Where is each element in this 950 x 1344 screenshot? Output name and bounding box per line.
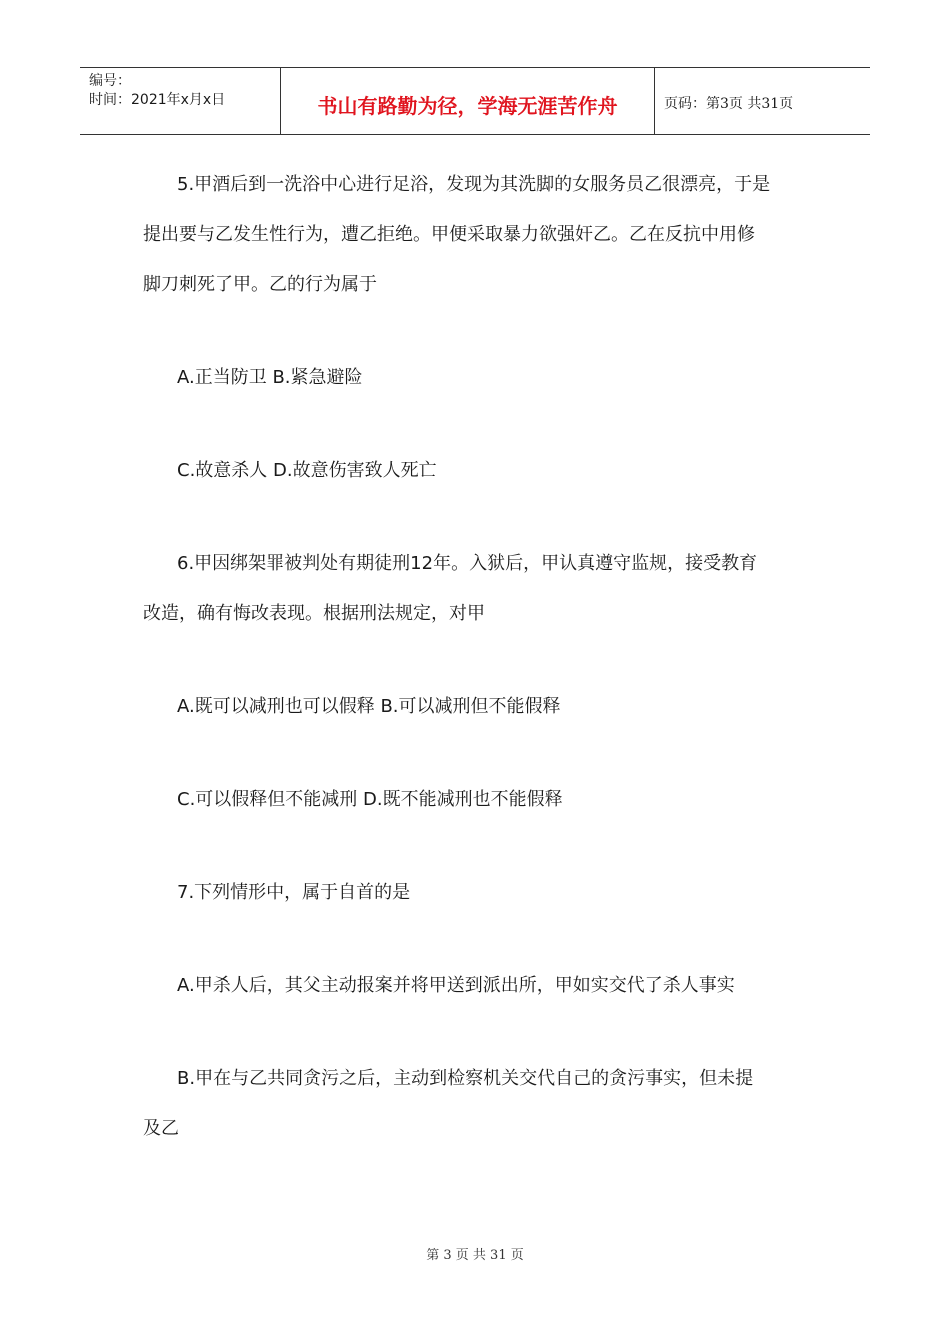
question-6-options-ab: A.既可以减刑也可以假释 B.可以减刑但不能假释 [177, 696, 561, 717]
question-7-option-a: A.甲杀人后，其父主动报案并将甲送到派出所，甲如实交代了杀人事实 [177, 975, 735, 996]
question-7-stem: 7.下列情形中，属于自首的是 [177, 882, 411, 903]
header-motto: 书山有路勤为径，学海无涯苦作舟 [281, 68, 655, 134]
question-5-stem-line-3: 脚刀刺死了甲。乙的行为属于 [143, 274, 377, 295]
header-meta [80, 68, 281, 134]
question-6-stem-line-2: 改造，确有悔改表现。根据刑法规定，对甲 [143, 603, 485, 624]
document-body [143, 160, 823, 1154]
question-5-stem-line-1: 5.甲酒后到一洗浴中心进行足浴，发现为其洗脚的女服务员乙很漂亮，于是 [177, 174, 771, 195]
question-6-options-cd: C.可以假释但不能减刑 D.既不能减刑也不能假释 [177, 789, 563, 810]
question-6-stem-line-1: 6.甲因绑架罪被判处有期徒刑12年。入狱后，甲认真遵守监规，接受教育 [177, 553, 758, 574]
document-time-label: 时间：2021年x月x日 [89, 92, 226, 108]
question-5-stem-line-2: 提出要与乙发生性行为，遭乙拒绝。甲便采取暴力欲强奸乙。乙在反抗中用修 [143, 224, 755, 245]
question-5-options-cd: C.故意杀人 D.故意伤害致人死亡 [177, 460, 437, 481]
header-page-info: 页码：第3页 共31页 [664, 96, 794, 112]
page-footer: 第 3 页 共 31 页 [426, 1248, 524, 1263]
question-7-option-b-line-1: B.甲在与乙共同贪污之后，主动到检察机关交代自己的贪污事实，但未提 [177, 1068, 754, 1089]
question-5-options-ab: A.正当防卫 B.紧急避险 [177, 367, 363, 388]
question-7-option-b-line-2: 及乙 [143, 1118, 179, 1139]
document-number-label: 编号： [89, 73, 131, 89]
page-header [80, 67, 870, 135]
